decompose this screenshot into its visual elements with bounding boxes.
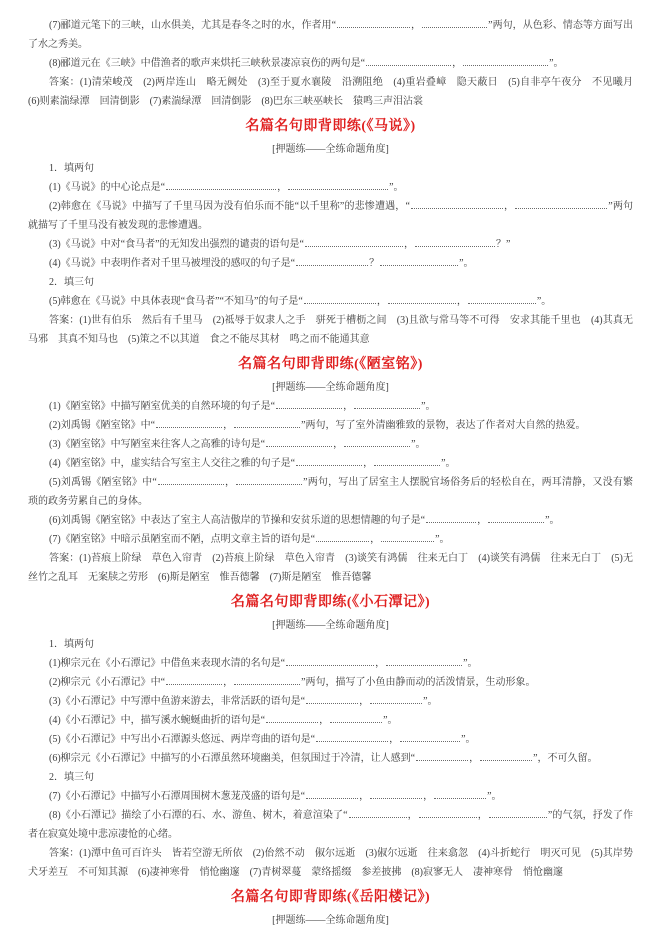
fill-in-blank	[354, 399, 420, 409]
fill-in-blank	[234, 675, 300, 685]
fill-in-blank	[156, 418, 222, 428]
fill-in-blank	[158, 475, 224, 485]
fill-in-blank	[344, 437, 410, 447]
fill-in-blank	[468, 294, 536, 304]
fill-in-blank	[306, 789, 358, 799]
fill-in-blank	[330, 713, 382, 723]
question-paragraph: (7)郦道元笔下的三峡，山水俱美，尤其是春冬之时的水，作者用“ ， ”两句，从色彩、情态等方面写出了水之秀美。	[28, 20, 633, 50]
fill-in-blank	[488, 513, 544, 523]
fill-in-blank	[288, 180, 388, 190]
fill-in-blank	[305, 237, 403, 247]
fill-in-blank	[386, 656, 462, 666]
section-loushiming	[28, 355, 633, 587]
question-paragraph: (4)《小石潭记》中，描写溪水蜿蜒曲折的语句是“ ， ”。	[49, 715, 398, 726]
fill-in-blank	[166, 675, 222, 685]
section-mashuo	[28, 117, 633, 349]
section-subtitle: [押题练——全练命题角度]	[272, 382, 389, 393]
section-heading: 名篇名句即背即练(《马说》)	[245, 119, 416, 134]
question-paragraph: (6)刘禹锡《陋室铭》中表达了室主人高洁傲岸的节操和安贫乐道的思想情趣的句子是“ ， ”。	[49, 515, 560, 526]
fill-in-blank	[489, 808, 547, 818]
question-paragraph: (3)《陋室铭》中写陋室来往客人之高雅的诗句是“ ， ”。	[49, 439, 426, 450]
question-paragraph: (7)《小石潭记》中描写小石潭周围树木葱茏茂盛的语句是“ ， ， ”。	[49, 791, 502, 802]
section-yueyanglouji	[28, 888, 633, 930]
question-paragraph: (1)《陋室铭》中描写陋室优美的自然环境的句子是“ ， ”。	[49, 401, 436, 412]
answer-paragraph: 答案：(1)苔痕上阶绿 草色入帘青 (2)苔痕上阶绿 草色入帘青 (3)谈笑有鸿儒 往来无白丁 (4)谈笑有鸿儒 往来无白丁 (5)无丝竹之乱耳 无案牍之劳形 (6)斯是陋室 惟吾德馨 (7)斯是陋室 惟吾德馨	[28, 553, 633, 583]
fill-in-blank	[266, 437, 332, 447]
question-paragraph: (1)《马说》的中心论点是“ ， ”。	[49, 182, 404, 193]
fill-in-blank	[416, 751, 468, 761]
question-paragraph: (1)柳宗元在《小石潭记》中借鱼来表现水清的名句是“ ， ”。	[49, 658, 478, 669]
question-paragraph: (3)《马说》中对“食马者”的无知发出强烈的谴责的语句是“ ， ？”	[49, 239, 511, 250]
fill-in-blank	[426, 513, 476, 523]
question-paragraph: (4)《马说》中表明作者对千里马被埋没的感叹的句子是“ ？ ”。	[49, 258, 474, 269]
question-paragraph: (3)《小石潭记》中写潭中鱼游来游去，非常活跃的语句是“ ， ”。	[49, 696, 438, 707]
fill-in-blank	[304, 294, 376, 304]
list-label: 1．填两句	[49, 639, 94, 650]
answer-paragraph: 答案：(1)清荣峻茂 (2)两岸连山 略无阙处 (3)至于夏水襄陵 沿溯阻绝 (4)重岩叠嶂 隐天蔽日 (5)自非亭午夜分 不见曦月 (6)则素湍绿潭 回清倒影 (7)素湍绿潭 回清倒影 (8)巴东三峡巫峡长 猿鸣三声泪沾裳	[28, 77, 643, 107]
fill-in-blank	[400, 732, 460, 742]
fill-in-blank	[296, 256, 368, 266]
fill-in-blank	[388, 294, 456, 304]
question-paragraph: (5)刘禹锡《陋室铭》中“ ， ”两句，写出了居室主人摆脱官场俗务后的轻松自在，两耳清静，又没有繁琐的政务劳累自己的身体。	[28, 477, 633, 507]
section-sanxia-tail	[28, 16, 643, 111]
fill-in-blank	[266, 713, 318, 723]
fill-in-blank	[166, 180, 276, 190]
question-paragraph: (4)《陋室铭》中，虚实结合写室主人交往之雅的句子是“ ， ”。	[49, 458, 456, 469]
fill-in-blank	[316, 532, 369, 542]
section-subtitle: [押题练——全练命题角度]	[272, 620, 389, 631]
list-label: 2．填三句	[49, 772, 94, 783]
fill-in-blank	[434, 789, 486, 799]
answer-paragraph: 答案：(1)世有伯乐 然后有千里马 (2)祗辱于奴隶人之手 骈死于槽枥之间 (3)且欲与常马等不可得 安求其能千里也 (4)其真无马邪 其真不知马也 (5)策之不以其道 食之不能尽其材 鸣之而不能通其意	[28, 315, 633, 345]
fill-in-blank	[306, 694, 358, 704]
answer-paragraph: 答案：(1)潭中鱼可百许头 皆若空游无所依 (2)佁然不动 俶尔远逝 (3)俶尔远逝 往来翕忽 (4)斗折蛇行 明灭可见 (5)其岸势犬牙差互 不可知其源 (6)凄神寒骨 悄怆幽邃 (7)青树翠蔓 蒙络摇缀 参差披拂 (8)寂寥无人 凄神寒骨 悄怆幽邃	[28, 848, 633, 878]
fill-in-blank	[370, 694, 422, 704]
question-paragraph: (8)《小石潭记》描绘了小石潭的石、水、游鱼、树木，着意渲染了“ ， ， ”的气氛，抒发了作者在寂寞处境中悲凉凄怆的心绪。	[28, 810, 633, 840]
question-paragraph: (6)柳宗元《小石潭记》中描写的小石潭虽然环境幽美，但氛围过于冷清，让人感到“ ， ”，不可久留。	[49, 753, 598, 764]
section-subtitle: [押题练——全练命题角度]	[272, 144, 389, 155]
fill-in-blank	[286, 656, 374, 666]
fill-in-blank	[296, 456, 362, 466]
fill-in-blank	[374, 456, 440, 466]
question-paragraph: (5)《小石潭记》中写出小石潭源头悠远、两岸弯曲的语句是“ ， ”。	[49, 734, 476, 745]
question-paragraph: (2)柳宗元《小石潭记》中“ ， ”两句，描写了小鱼由静而动的活泼情景，生动形象。	[49, 677, 536, 688]
fill-in-blank	[316, 732, 388, 742]
fill-in-blank	[366, 56, 451, 66]
fill-in-blank	[419, 808, 477, 818]
fill-in-blank	[411, 199, 503, 209]
question-paragraph: (5)韩愈在《马说》中具体表现“食马者”“不知马”的句子是“ ， ， ”。	[49, 296, 552, 307]
fill-in-blank	[463, 56, 548, 66]
question-paragraph: (2)刘禹锡《陋室铭》中“ ， ”两句，写了室外清幽雅致的景物，表达了作者对大自然的热爱。	[49, 420, 586, 431]
list-label: 2．填三句	[49, 277, 94, 288]
fill-in-blank	[276, 399, 342, 409]
fill-in-blank	[370, 789, 422, 799]
section-heading: 名篇名句即背即练(《小石潭记》)	[230, 595, 431, 610]
fill-in-blank	[234, 418, 300, 428]
fill-in-blank	[337, 18, 410, 28]
section-xiaoshitanji	[28, 593, 633, 882]
fill-in-blank	[380, 256, 458, 266]
fill-in-blank	[236, 475, 302, 485]
list-label: 1．填两句	[49, 163, 94, 174]
fill-in-blank	[349, 808, 407, 818]
question-paragraph: (8)郦道元在《三峡》中借渔者的歌声来烘托三峡秋景凄凉哀伤的两句是“ ， ”。	[49, 58, 564, 69]
fill-in-blank	[422, 18, 487, 28]
question-paragraph: (2)韩愈在《马说》中描写了千里马因为没有伯乐而不能“以千里称”的悲惨遭遇，“ ， ”两句就描写了千里马没有被发现的悲惨遭遇。	[28, 201, 633, 231]
section-heading: 名篇名句即背即练(《陋室铭》)	[238, 357, 423, 372]
section-subtitle: [押题练——全练命题角度]	[272, 915, 389, 926]
fill-in-blank	[480, 751, 532, 761]
fill-in-blank	[381, 532, 434, 542]
section-heading: 名篇名句即背即练(《岳阳楼记》)	[230, 890, 431, 905]
question-paragraph: (7)《陋室铭》中暗示虽陋室而不陋，点明文章主旨的语句是“ ， ”。	[49, 534, 450, 545]
fill-in-blank	[515, 199, 607, 209]
fill-in-blank	[415, 237, 495, 247]
